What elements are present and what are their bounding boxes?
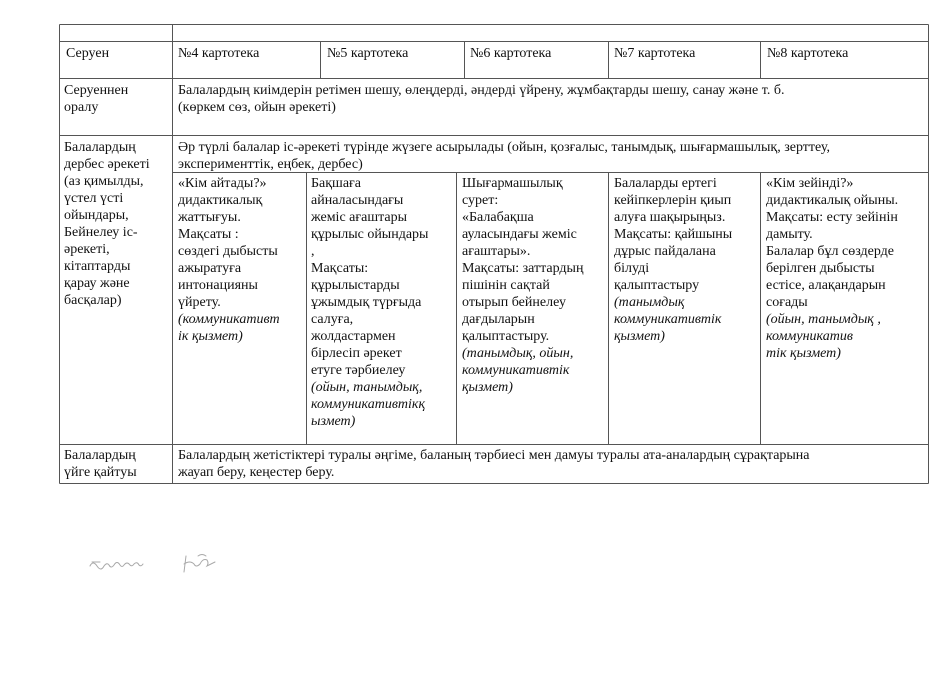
card-line: бірлесіп әрекет (311, 346, 402, 361)
card-title: №7 картотека (614, 46, 696, 61)
independent-activity-intro (178, 139, 830, 173)
row-label-line: дербес әрекеті (64, 157, 150, 172)
card-line: естісе, алақандарын (766, 278, 886, 293)
row-text-line: Балалардың жетістіктері туралы әңгіме, баланың тәрбиесі мен дамуы туралы ата-аналардың сұрақтарына (178, 448, 810, 463)
row-text-line: (көркем сөз, ойын әрекеті) (178, 100, 336, 115)
card-line: Мақсаты: заттардың (462, 261, 584, 276)
card-line: алуға шақырыңыз. (614, 210, 726, 225)
row-label-line: үстел үсті (64, 191, 124, 206)
row-label-line: әрекеті, (64, 242, 110, 257)
going-home-text (178, 447, 810, 481)
row-label-line: кітаптарды (64, 259, 131, 274)
row-label-line: қарау және (64, 276, 130, 291)
card-line: айналасындағы (311, 193, 404, 208)
card-activity-type: тік қызмет) (766, 346, 841, 361)
card-line: білуді (614, 261, 650, 276)
card-line: ажыратуға (178, 261, 242, 276)
row-label-line: (аз қимылды, (64, 174, 144, 189)
card-line: соғады (766, 295, 808, 310)
row-text-line: Балалардың киімдерін ретімен шешу, өлеңдерді, әндерді үйрену, жұмбақтарды шешу, санау және т. б. (178, 83, 785, 98)
card-activity-type: (танымдық (614, 295, 685, 310)
card-activity-type: (коммуникативт (178, 312, 280, 327)
card-line: Балалар бұл сөздерде (766, 244, 894, 259)
card-line: берілген дыбысты (766, 261, 875, 276)
header-card-4 (178, 45, 259, 62)
header-label-text: Серуен (66, 46, 110, 61)
card-activity-type: (ойын, танымдық , (766, 312, 881, 327)
card-activity-type: коммуникативтік (614, 312, 722, 327)
card-activity-type: коммуникативтікқ (311, 397, 425, 412)
activity-card-6 (462, 175, 583, 396)
card-activity-type: (ойын, танымдық, (311, 380, 423, 395)
card-title: №4 картотека (178, 46, 260, 61)
card-line: кейіпкерлерін қиып (614, 193, 732, 208)
card-line: дидактикалық ойыны. (766, 193, 899, 208)
row-label-line: Балалардың (64, 140, 136, 155)
card-line: қалыптастыру. (462, 329, 550, 344)
card-line: жаттығуы. (178, 210, 241, 225)
card-activity-type: ік қызмет) (178, 329, 243, 344)
header-card-7 (614, 45, 695, 62)
activity-card-8 (766, 175, 898, 362)
row-label-line: ойындары, (64, 208, 129, 223)
going-home-label (64, 447, 137, 481)
card-title: №6 картотека (470, 46, 552, 61)
card-activity-type: қызмет) (462, 380, 513, 395)
independent-activity-label (64, 139, 150, 309)
card-line: «Кім айтады?» (178, 176, 267, 191)
card-line: Шығармашылық (462, 176, 563, 191)
card-line: сурет: (462, 193, 499, 208)
row-label-line: оралу (64, 100, 99, 115)
card-line: салуға, (311, 312, 354, 327)
card-line: «Кім зейінді?» (766, 176, 854, 191)
activity-card-4 (178, 175, 280, 345)
header-card-5 (327, 45, 408, 62)
card-line: құрылыстарды (311, 278, 400, 293)
card-line: дидактикалық (178, 193, 263, 208)
card-line: ағаштары». (462, 244, 531, 259)
card-activity-type: коммуникативтік (462, 363, 570, 378)
card-activity-type: қызмет) (614, 329, 665, 344)
card-line: Мақсаты : (178, 227, 239, 242)
card-line: қалыптастыру (614, 278, 700, 293)
card-line: «Балабақша (462, 210, 534, 225)
return-from-walk-label (64, 82, 128, 116)
row-label-line: Балалардың (64, 448, 136, 463)
card-activity-type: ызмет) (311, 414, 356, 429)
row-label-line: үйге қайтуы (64, 465, 137, 480)
header-card-6 (470, 45, 551, 62)
header-card-8 (767, 45, 848, 62)
card-line: дұрыс пайдалана (614, 244, 716, 259)
header-label-walk (66, 45, 109, 62)
card-line: үйрету. (178, 295, 221, 310)
card-title: №5 картотека (327, 46, 409, 61)
row-label-line: басқалар) (64, 293, 122, 308)
card-line: Балаларды ертегі (614, 176, 717, 191)
card-line: жолдастармен (311, 329, 396, 344)
card-line: сөздегі дыбысты (178, 244, 278, 259)
return-from-walk-text (178, 82, 784, 116)
signature (86, 550, 230, 580)
card-line: ауласындағы жеміс (462, 227, 577, 242)
row-label-line: Бейнелеу іс- (64, 225, 138, 240)
activity-card-7 (614, 175, 732, 345)
row-text-line: Әр түрлі балалар іс-әрекеті түрінде жүзеге асырылады (ойын, қозғалыс, танымдық, шығармашылық, зерттеу, (178, 140, 830, 155)
card-line: Мақсаты: есту зейінін (766, 210, 898, 225)
signature-scribble (86, 550, 230, 580)
card-line: ұжымдық түрғыда (311, 295, 422, 310)
card-line: етуге тәрбиелеу (311, 363, 406, 378)
card-line: Мақсаты: қайшыны (614, 227, 733, 242)
card-activity-type: (танымдық, ойын, (462, 346, 574, 361)
row-text-line: эксперименттік, еңбек, дербес) (178, 157, 363, 172)
card-line: , (311, 244, 315, 259)
card-line: құрылыс ойындары (311, 227, 429, 242)
card-line: дамыту. (766, 227, 813, 242)
card-line: пішінін сақтай (462, 278, 550, 293)
card-line: Мақсаты: (311, 261, 369, 276)
activity-card-5 (311, 175, 428, 430)
row-text-line: жауап беру, кеңестер беру. (178, 465, 335, 480)
card-line: отырып бейнелеу (462, 295, 566, 310)
card-line: интонацияны (178, 278, 258, 293)
card-title: №8 картотека (767, 46, 849, 61)
card-line: Бақшаға (311, 176, 362, 191)
card-line: жеміс ағаштары (311, 210, 408, 225)
card-line: дағдыларын (462, 312, 535, 327)
row-label-line: Серуеннен (64, 83, 129, 98)
card-activity-type: коммуникатив (766, 329, 853, 344)
